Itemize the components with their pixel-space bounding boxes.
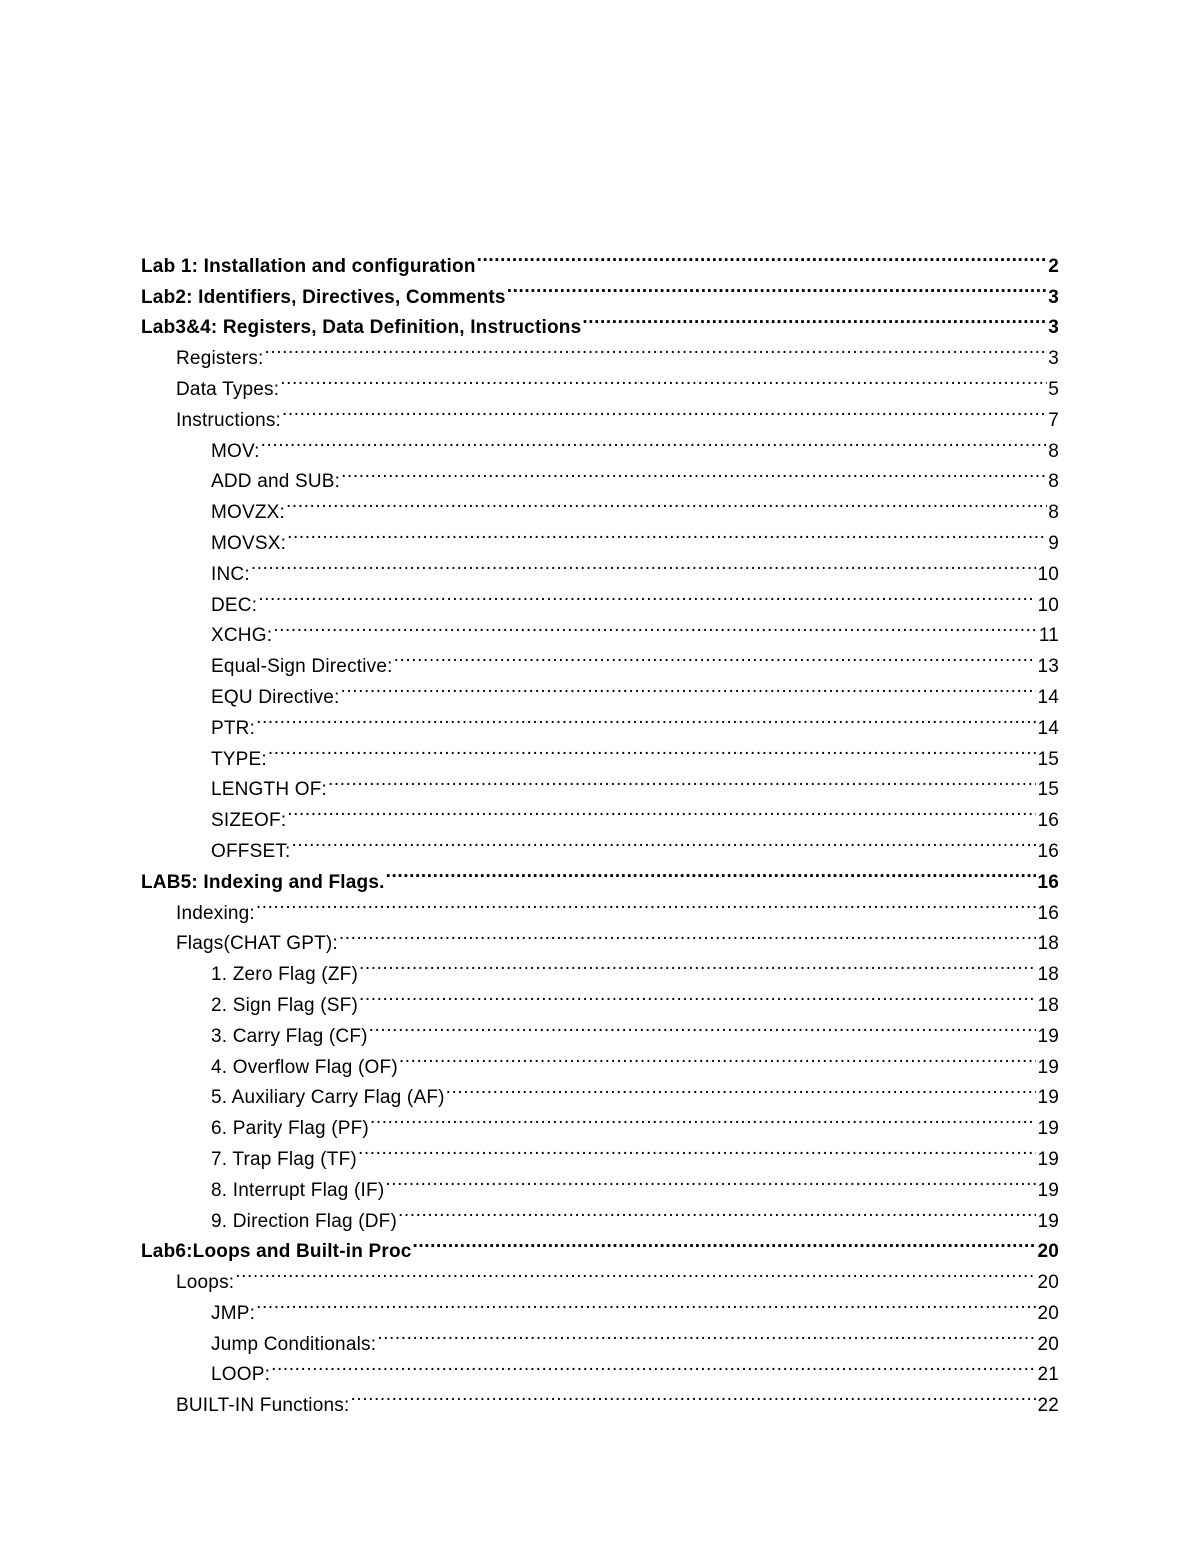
toc-entry-page-number[interactable]: 7 (1048, 409, 1059, 431)
toc-entry[interactable] (141, 426, 1059, 462)
toc-entry-title[interactable]: INC: (211, 563, 250, 585)
toc-entry-page-number[interactable]: 8 (1048, 440, 1059, 462)
toc-entry-page-number[interactable]: 11 (1038, 625, 1059, 647)
toc-entry-title[interactable]: Jump Conditionals: (211, 1333, 377, 1355)
toc-entry-page-number[interactable]: 14 (1037, 686, 1059, 708)
toc-entry-title[interactable]: Flags(CHAT GPT): (176, 933, 338, 955)
toc-entry-page-number[interactable]: 16 (1037, 871, 1059, 893)
toc-entry[interactable] (141, 549, 1059, 585)
toc-entry-page-number[interactable]: 19 (1037, 1118, 1059, 1140)
toc-entry[interactable] (141, 364, 1059, 400)
toc-dot-leader (370, 1103, 1037, 1134)
toc-entry-page-number[interactable]: 20 (1037, 1302, 1059, 1324)
toc-entry-title[interactable]: 9. Direction Flag (DF) (211, 1210, 397, 1232)
toc-entry-title[interactable]: LOOP: (211, 1364, 271, 1386)
toc-dot-leader (399, 1042, 1037, 1073)
toc-entry-page-number[interactable]: 19 (1037, 1025, 1059, 1047)
toc-entry-page-number[interactable]: 18 (1037, 964, 1059, 986)
toc-entry[interactable] (141, 457, 1059, 493)
toc-entry-title[interactable]: Loops: (176, 1272, 235, 1294)
toc-entry[interactable] (141, 580, 1059, 616)
toc-dot-leader (413, 1227, 1037, 1258)
toc-entry[interactable] (141, 333, 1059, 370)
toc-dot-leader (341, 457, 1047, 488)
toc-dot-leader (358, 1134, 1037, 1165)
toc-dot-leader (256, 1288, 1036, 1319)
table-of-contents (141, 241, 1059, 1417)
toc-entry-page-number[interactable]: 2 (1048, 255, 1059, 277)
toc-entry-page-number[interactable]: 8 (1048, 471, 1059, 493)
toc-entry-title[interactable]: OFFSET: (211, 840, 291, 862)
toc-entry-title[interactable]: DEC: (211, 594, 258, 616)
toc-entry-page-number[interactable]: 20 (1037, 1241, 1059, 1263)
toc-entry-title[interactable]: 4. Overflow Flag (OF) (211, 1056, 398, 1078)
toc-dot-leader (256, 703, 1036, 734)
toc-entry-page-number[interactable]: 19 (1037, 1210, 1059, 1232)
toc-dot-leader (328, 765, 1036, 796)
toc-entry-title[interactable]: Lab6:Loops and Built-in Proc (141, 1241, 412, 1263)
toc-dot-leader (273, 611, 1038, 642)
toc-entry-page-number[interactable]: 18 (1037, 994, 1059, 1016)
toc-entry-title[interactable]: EQU Directive: (211, 686, 340, 708)
toc-dot-leader (477, 241, 1048, 272)
toc-entry-title[interactable]: MOVSX: (211, 532, 287, 554)
toc-entry-page-number[interactable]: 21 (1037, 1364, 1059, 1386)
toc-dot-leader (286, 487, 1047, 518)
toc-dot-leader (377, 1319, 1036, 1350)
toc-entry-page-number[interactable]: 10 (1037, 594, 1059, 616)
toc-entry-title[interactable]: 7. Trap Flag (TF) (211, 1148, 357, 1170)
toc-entry[interactable] (141, 641, 1059, 678)
toc-dot-leader (340, 672, 1036, 703)
toc-entry[interactable] (141, 919, 1059, 955)
toc-entry-title[interactable]: Equal-Sign Directive: (211, 656, 393, 678)
toc-entry-page-number[interactable]: 15 (1037, 748, 1059, 770)
toc-entry[interactable] (141, 611, 1059, 647)
toc-dot-leader (235, 1257, 1036, 1288)
toc-entry[interactable] (141, 1288, 1059, 1324)
toc-entry-title[interactable]: JMP: (211, 1302, 256, 1324)
toc-entry-title[interactable]: 6. Parity Flag (PF) (211, 1118, 369, 1140)
toc-dot-leader (446, 1073, 1037, 1104)
toc-entry-title[interactable]: 5. Auxiliary Carry Flag (AF) (211, 1087, 445, 1109)
toc-dot-leader (385, 1165, 1036, 1196)
toc-entry-title[interactable]: MOV: (211, 440, 260, 462)
toc-entry-page-number[interactable]: 20 (1037, 1333, 1059, 1355)
toc-dot-leader (265, 333, 1048, 364)
toc-entry-title[interactable]: LAB5: Indexing and Flags. (141, 871, 385, 893)
toc-entry-title[interactable]: ADD and SUB: (211, 471, 341, 493)
toc-entry-title[interactable]: Lab3&4: Registers, Data Definition, Instructions (141, 317, 582, 339)
toc-entry-title[interactable]: SIZEOF: (211, 810, 287, 832)
toc-entry-title[interactable]: PTR: (211, 717, 256, 739)
toc-entry-page-number[interactable]: 19 (1037, 1148, 1059, 1170)
toc-entry[interactable] (141, 1350, 1059, 1386)
toc-entry-title[interactable]: Lab 1: Installation and configuration (141, 255, 476, 277)
toc-entry-page-number[interactable]: 14 (1037, 717, 1059, 739)
toc-entry-page-number[interactable]: 8 (1048, 502, 1059, 524)
toc-dot-leader (359, 980, 1036, 1011)
toc-dot-leader (280, 364, 1047, 395)
toc-dot-leader (268, 734, 1037, 765)
toc-entry[interactable] (141, 734, 1059, 770)
toc-dot-leader (582, 303, 1047, 334)
toc-dot-leader (271, 1350, 1036, 1381)
toc-dot-leader (386, 857, 1037, 888)
toc-entry-page-number[interactable]: 16 (1037, 810, 1059, 832)
toc-dot-leader (256, 888, 1037, 919)
toc-entry-title[interactable]: Lab2: Identifiers, Directives, Comments (141, 286, 506, 308)
toc-entry-page-number[interactable]: 3 (1048, 317, 1059, 339)
toc-dot-leader (282, 395, 1047, 426)
toc-entry-title[interactable]: TYPE: (211, 748, 267, 770)
toc-entry-page-number[interactable]: 10 (1037, 563, 1059, 585)
toc-dot-leader (261, 426, 1048, 457)
toc-entry[interactable] (141, 765, 1059, 801)
toc-entry-page-number[interactable]: 16 (1037, 902, 1059, 924)
toc-dot-leader (339, 919, 1037, 950)
toc-entry-title[interactable]: 8. Interrupt Flag (IF) (211, 1179, 385, 1201)
toc-entry-title[interactable]: Indexing: (176, 902, 255, 924)
toc-entry-title[interactable]: Instructions: (176, 409, 282, 431)
toc-entry[interactable] (141, 1380, 1059, 1417)
toc-entry-page-number[interactable]: 18 (1037, 933, 1059, 955)
toc-entry-page-number[interactable]: 16 (1037, 840, 1059, 862)
toc-entry-page-number[interactable]: 19 (1037, 1087, 1059, 1109)
toc-dot-leader (369, 1011, 1037, 1042)
toc-dot-leader (251, 549, 1037, 580)
toc-entry[interactable] (141, 241, 1059, 277)
toc-entry-page-number[interactable]: 9 (1048, 532, 1059, 554)
toc-dot-leader (394, 641, 1037, 672)
toc-entry[interactable] (141, 703, 1059, 739)
toc-entry-page-number[interactable]: 3 (1048, 348, 1059, 370)
toc-dot-leader (398, 1196, 1036, 1227)
toc-entry[interactable] (141, 1257, 1059, 1294)
toc-entry-page-number[interactable]: 20 (1037, 1272, 1059, 1294)
toc-entry-page-number[interactable]: 22 (1037, 1395, 1059, 1417)
toc-entry[interactable] (141, 888, 1059, 924)
toc-entry-title[interactable]: BUILT-IN Functions: (176, 1395, 350, 1417)
toc-dot-leader (350, 1380, 1036, 1411)
toc-dot-leader (287, 795, 1036, 826)
toc-entry-page-number[interactable]: 15 (1037, 779, 1059, 801)
toc-entry-page-number[interactable]: 5 (1048, 378, 1059, 400)
toc-entry-title[interactable]: Data Types: (176, 378, 280, 400)
toc-entry-page-number[interactable]: 13 (1037, 656, 1059, 678)
toc-dot-leader (258, 580, 1036, 611)
toc-entry-page-number[interactable]: 3 (1048, 286, 1059, 308)
toc-entry-page-number[interactable]: 19 (1037, 1179, 1059, 1201)
toc-dot-leader (359, 949, 1036, 980)
toc-entry-title[interactable]: Registers: (176, 348, 264, 370)
toc-entry-title[interactable]: LENGTH OF: (211, 779, 328, 801)
toc-dot-leader (287, 518, 1047, 549)
toc-dot-leader (292, 826, 1037, 857)
toc-entry[interactable] (141, 1319, 1059, 1355)
toc-entry-title[interactable]: MOVZX: (211, 502, 286, 524)
toc-entry-title[interactable]: 1. Zero Flag (ZF) (211, 964, 358, 986)
toc-entry-title[interactable]: 3. Carry Flag (CF) (211, 1025, 368, 1047)
toc-entry-title[interactable]: 2. Sign Flag (SF) (211, 994, 359, 1016)
toc-entry-title[interactable]: XCHG: (211, 625, 273, 647)
toc-entry-page-number[interactable]: 19 (1037, 1056, 1059, 1078)
toc-dot-leader (507, 272, 1048, 303)
